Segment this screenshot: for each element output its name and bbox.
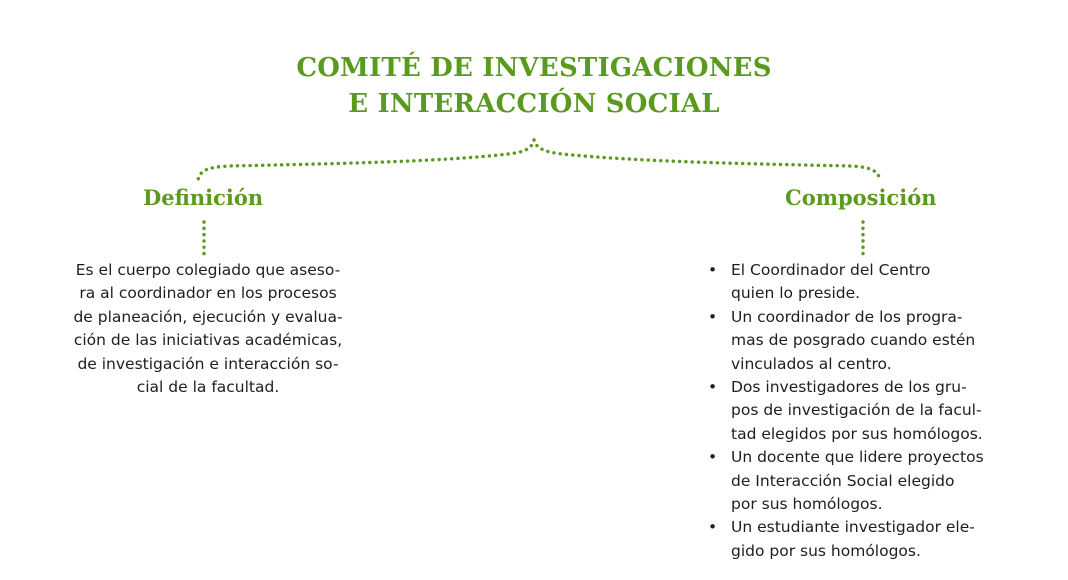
list-item-line: Un coordinador de los progra- [731,307,963,326]
bullet-icon: • [708,448,718,467]
definition-line: cial de la facultad. [136,378,280,397]
list-item-line: pos de investigación de la facul- [731,401,982,420]
list-item [706,446,1046,516]
list-item-line: de Interacción Social elegido [731,471,955,490]
definition-line: Es el cuerpo colegiado que aseso- [75,261,341,279]
definition-line: de planeación, ejecución y evalua- [73,307,343,326]
list-item-line: Dos investigadores de los gru- [731,378,967,397]
definition-heading: Definición [143,185,264,210]
list-item-line: mas de posgrado cuando estén [731,331,976,350]
brace-left-curve [198,140,534,180]
composition-list [706,259,1046,563]
list-item-line: tad elegidos por sus homólogos. [731,424,983,443]
title-line-2: E INTERACCIÓN SOCIAL [348,89,720,119]
list-item [706,516,1046,563]
definition-text [58,259,358,399]
brace-right-curve [534,140,880,180]
bullet-icon: • [708,518,718,537]
definition-line: de investigación e interacción so- [77,354,339,373]
list-item-line: por sus homólogos. [731,495,883,514]
definition-line: ra al coordinador en los procesos [79,284,337,303]
bullet-icon: • [708,307,718,326]
list-item [706,259,1046,306]
list-item-line: quien lo preside. [731,284,861,303]
list-item-line: gido por sus homólogos. [731,541,921,560]
composition-heading: Composición [785,185,937,210]
list-item-line: Un docente que lidere proyectos [731,448,984,467]
list-item-line: vinculados al centro. [731,354,892,373]
bullet-icon: • [708,378,718,397]
list-item-line: Un estudiante investigador ele- [731,518,975,537]
definition-line: ción de las iniciativas académicas, [73,331,343,350]
title-line-1: COMITÉ DE INVESTIGACIONES [296,53,772,83]
list-item [706,376,1046,446]
bullet-icon: • [708,261,718,279]
list-item-line: El Coordinador del Centro [731,261,931,279]
list-item [706,306,1046,376]
